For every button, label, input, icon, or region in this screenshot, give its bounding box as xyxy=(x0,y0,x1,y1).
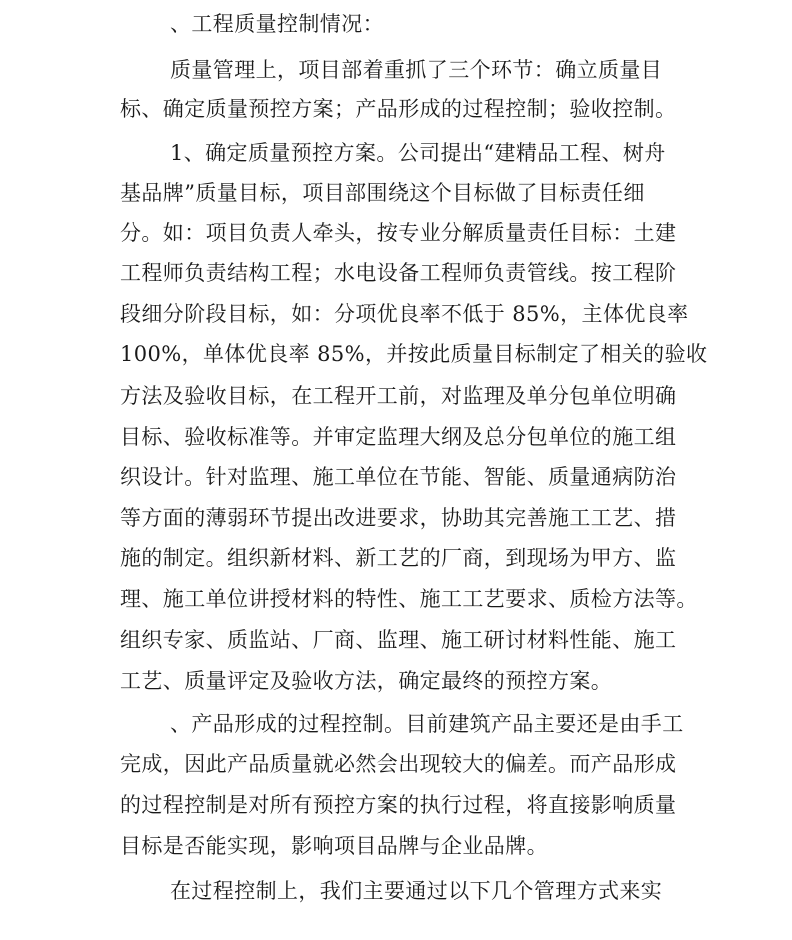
paragraph-2-line-13: 组织专家、质监站、厂商、监理、施工研讨材料性能、施工 xyxy=(120,628,677,652)
paragraph-2-line-6: 100%，单体优良率 85%，并按此质量目标制定了相关的验收 xyxy=(120,342,708,366)
section-heading: 、工程质量控制情况： xyxy=(170,12,384,36)
paragraph-2-line-10: 等方面的薄弱环节提出改进要求，协助其完善施工工艺、措 xyxy=(120,506,677,530)
paragraph-3-line-4: 目标是否能实现，影响项目品牌与企业品牌。 xyxy=(120,834,548,858)
paragraph-2-line-11: 施的制定。组织新材料、新工艺的厂商，到现场为甲方、监 xyxy=(120,546,677,570)
paragraph-2-line-1: 1、确定质量预控方案。公司提出“建精品工程、树舟 xyxy=(170,141,666,165)
paragraph-3-line-1: 、产品形成的过程控制。目前建筑产品主要还是由手工 xyxy=(170,712,684,736)
paragraph-2-line-8: 目标、验收标准等。并审定监理大纲及总分包单位的施工组 xyxy=(120,425,677,449)
paragraph-2-line-5: 段细分阶段目标，如：分项优良率不低于 85%，主体优良率 xyxy=(120,302,689,326)
paragraph-4-line-1: 在过程控制上，我们主要通过以下几个管理方式来实 xyxy=(170,879,663,903)
paragraph-2-line-4: 工程师负责结构工程；水电设备工程师负责管线。按工程阶 xyxy=(120,261,677,285)
paragraph-1-line-1: 质量管理上，项目部着重抓了三个环节：确立质量目 xyxy=(170,58,663,82)
paragraph-2-line-14: 工艺、质量评定及验收方法，确定最终的预控方案。 xyxy=(120,669,613,693)
paragraph-2-line-2: 基品牌”质量目标，项目部围绕这个目标做了目标责任细 xyxy=(120,181,645,205)
paragraph-2-line-9: 织设计。针对监理、施工单位在节能、智能、质量通病防治 xyxy=(120,465,677,489)
paragraph-1-line-2: 标、确定质量预控方案；产品形成的过程控制；验收控制。 xyxy=(120,97,677,121)
paragraph-2-line-7: 方法及验收目标，在工程开工前，对监理及单分包单位明确 xyxy=(120,384,677,408)
paragraph-3-line-3: 的过程控制是对所有预控方案的执行过程，将直接影响质量 xyxy=(120,793,677,817)
paragraph-2-line-3: 分。如：项目负责人牵头，按专业分解质量责任目标：土建 xyxy=(120,221,677,245)
paragraph-3-line-2: 完成，因此产品质量就必然会出现较大的偏差。而产品形成 xyxy=(120,752,677,776)
paragraph-2-line-12: 理、施工单位讲授材料的特性、施工工艺要求、质检方法等。 xyxy=(120,587,698,611)
